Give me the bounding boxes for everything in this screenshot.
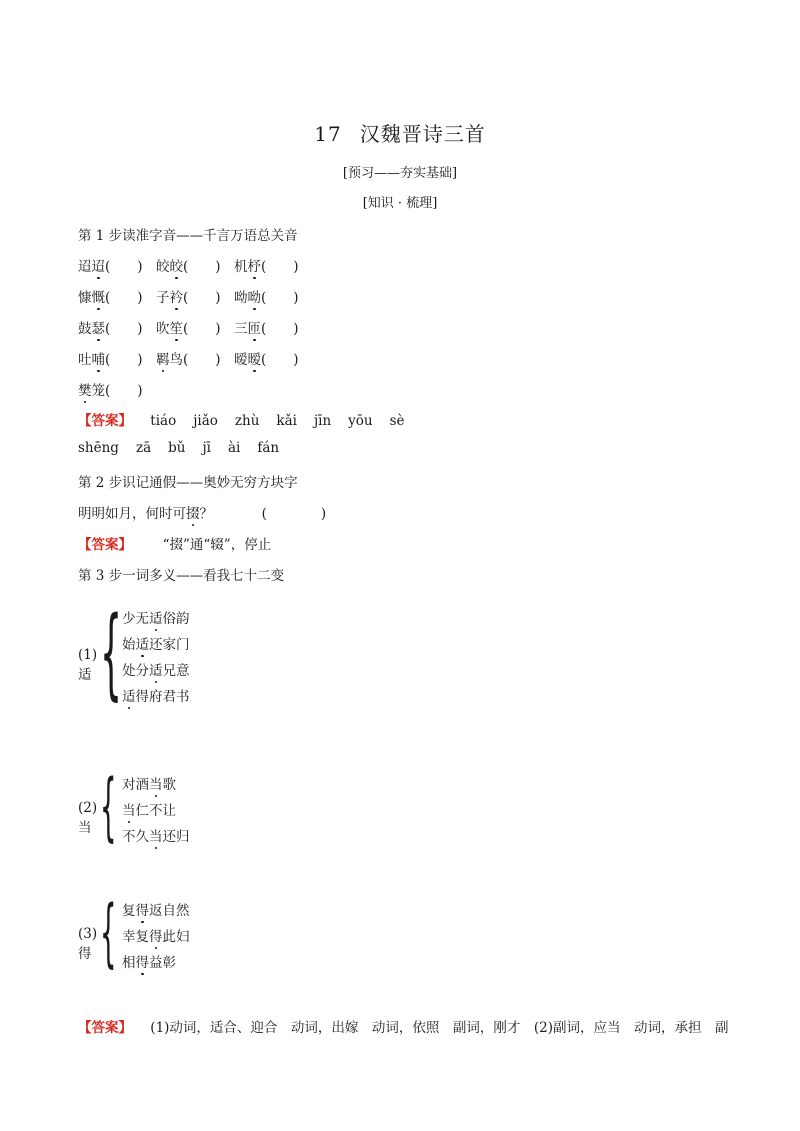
dotted-char: 羁 (156, 348, 170, 368)
text-pre: 对酒 (122, 777, 149, 793)
dotted-char: 当 (149, 773, 163, 793)
dotted-char: 得 (136, 899, 150, 919)
answer-blank: ( ) (261, 506, 327, 522)
text-pre: 三 (234, 321, 248, 337)
answer-label: 【答案】 (78, 537, 132, 553)
text-post: ( ) (183, 259, 221, 275)
dotted-char: 得 (149, 925, 163, 945)
step3-heading: 第 3 步一词多义——看我七十二变 (78, 568, 285, 584)
text-pre: 迢 (78, 259, 92, 275)
step2-answer (78, 533, 271, 553)
step3-answer (78, 1016, 729, 1036)
dotted-char: 迢 (92, 255, 106, 275)
text-post: 笼( ) (91, 383, 143, 399)
text-pre: 机 (234, 259, 248, 275)
pinyin-item: zā (135, 440, 152, 456)
text-pre: 不久 (122, 829, 149, 845)
answer-text: (1)动词，适合、迎合 动词，出嫁 动词，依照 副词，刚才 (2)副词，应当 动词，承担 副 (150, 1020, 729, 1036)
text-pre: 吐 (78, 352, 92, 368)
text-pre: 子 (156, 290, 170, 306)
pinyin-item: yōu (348, 413, 373, 429)
dotted-char: 适 (149, 659, 163, 679)
answer-label: 【答案】 (78, 413, 132, 429)
step1-answer-line2 (78, 440, 296, 456)
pinyin-item: shēng (78, 440, 119, 456)
text-post: ( ) (105, 321, 143, 337)
pinyin-item: jīn (313, 413, 332, 429)
section-header: [预习——夯实基础] (342, 166, 458, 181)
dotted-char: 当 (149, 825, 163, 845)
dotted-char: 衿 (170, 286, 184, 306)
text-post: 歌 (162, 777, 176, 793)
polysemy-word-label: (2)当 (78, 800, 98, 836)
text-pre: 复 (122, 903, 136, 919)
text-post: 得府君书 (135, 689, 190, 705)
dotted-char: 适 (149, 607, 163, 627)
sentence-dotted-char: 掇 (186, 502, 200, 522)
polysemy-sentence (122, 773, 176, 793)
curly-brace-icon: { (100, 764, 117, 850)
dotted-char: 适 (136, 633, 150, 653)
text-pre: 慷 (78, 290, 92, 306)
text-post: 还家门 (149, 637, 190, 653)
pronunciation-item (156, 348, 221, 368)
pronunciation-item (156, 317, 221, 337)
pinyin-item: zhù (234, 413, 260, 429)
step1-heading: 第 1 步读准字音——千言万语总关音 (78, 228, 298, 244)
polysemy-sentence (122, 659, 190, 679)
dotted-char: 暧 (248, 348, 262, 368)
text-post: 俗韵 (162, 611, 190, 627)
pronunciation-item (234, 286, 299, 306)
pronunciation-item (234, 348, 299, 368)
polysemy-sentence (122, 951, 176, 971)
pinyin-item: bǔ (168, 440, 186, 456)
text-pre: 始 (122, 637, 136, 653)
subsection-header: [知识 · 梳理] (362, 196, 438, 211)
polysemy-sentence (122, 925, 190, 945)
text-pre: 幸复 (122, 929, 149, 945)
pinyin-item: jiǎo (193, 413, 218, 429)
polysemy-sentence (122, 825, 190, 845)
sentence-post: ？ (199, 506, 213, 522)
dotted-char: 适 (122, 685, 136, 705)
step2-heading: 第 2 步识记通假——奥妙无穷方块字 (78, 475, 298, 491)
pinyin-item: tiáo (150, 413, 177, 429)
text-post: ( ) (183, 321, 221, 337)
dotted-char: 得 (136, 951, 150, 971)
dotted-char: 匝 (248, 317, 262, 337)
pinyin-item: fán (257, 440, 280, 456)
text-post: 仁不让 (135, 803, 176, 819)
text-pre: 相 (122, 955, 136, 971)
text-post: ( ) (261, 321, 299, 337)
dotted-char: 樊 (78, 379, 92, 399)
pronunciation-item (78, 379, 143, 399)
pronunciation-item (78, 348, 143, 368)
text-pre: 暧 (234, 352, 248, 368)
text-post: ( ) (261, 259, 299, 275)
polysemy-sentence (122, 685, 190, 705)
polysemy-sentence (122, 607, 190, 627)
polysemy-sentence (122, 799, 176, 819)
answer-label: 【答案】 (78, 1020, 132, 1036)
text-pre: 少无 (122, 611, 149, 627)
text-pre: 皎 (156, 259, 170, 275)
text-post: 鸟( ) (169, 352, 221, 368)
pinyin-item: ài (227, 440, 241, 456)
dotted-char: 瑟 (92, 317, 106, 337)
step1-answer-line1 (78, 409, 422, 429)
step2-sentence (78, 502, 326, 522)
text-post: ( ) (105, 259, 143, 275)
polysemy-sentence (122, 899, 190, 919)
text-post: ( ) (183, 290, 221, 306)
text-post: 兄意 (162, 663, 190, 679)
pronunciation-item (78, 317, 143, 337)
dotted-char: 杼 (248, 255, 262, 275)
text-post: 返自然 (149, 903, 190, 919)
text-pre: 吹 (156, 321, 170, 337)
text-post: ( ) (261, 352, 299, 368)
text-post: 还归 (162, 829, 190, 845)
dotted-char: 皎 (170, 255, 184, 275)
page-title (0, 118, 800, 147)
text-pre: 处分 (122, 663, 149, 679)
text-pre: 鼓 (78, 321, 92, 337)
pinyin-item: kǎi (276, 413, 297, 429)
text-post: ( ) (105, 290, 143, 306)
dotted-char: 当 (122, 799, 136, 819)
text-pre: 呦 (234, 290, 248, 306)
pinyin-answers (150, 413, 421, 429)
text-post: ( ) (105, 352, 143, 368)
dotted-char: 哺 (92, 348, 106, 368)
curly-brace-icon: { (100, 890, 117, 976)
text-post: 益彰 (149, 955, 176, 971)
curly-brace-icon: { (100, 596, 123, 711)
pinyin-item: jī (202, 440, 211, 456)
lesson-title: 汉魏晋诗三首 (359, 122, 486, 146)
text-post: 此妇 (162, 929, 190, 945)
dotted-char: 笙 (170, 317, 184, 337)
pronunciation-item (156, 286, 221, 306)
pinyin-item: sè (389, 413, 405, 429)
pronunciation-item (78, 255, 143, 275)
dotted-char: 呦 (248, 286, 262, 306)
dotted-char: 慨 (92, 286, 106, 306)
polysemy-word-label: (1)适 (78, 647, 98, 683)
pronunciation-item (78, 286, 143, 306)
sentence-pre: 明明如月，何时可 (78, 506, 186, 522)
lesson-number: 17 (314, 122, 342, 146)
pronunciation-item (156, 255, 221, 275)
polysemy-word-label: (3)得 (78, 926, 98, 962)
text-post: ( ) (261, 290, 299, 306)
pronunciation-item (234, 255, 299, 275)
polysemy-sentence (122, 633, 190, 653)
pronunciation-item (234, 317, 299, 337)
answer-text: “掇”通“辍”，停止 (162, 537, 272, 553)
